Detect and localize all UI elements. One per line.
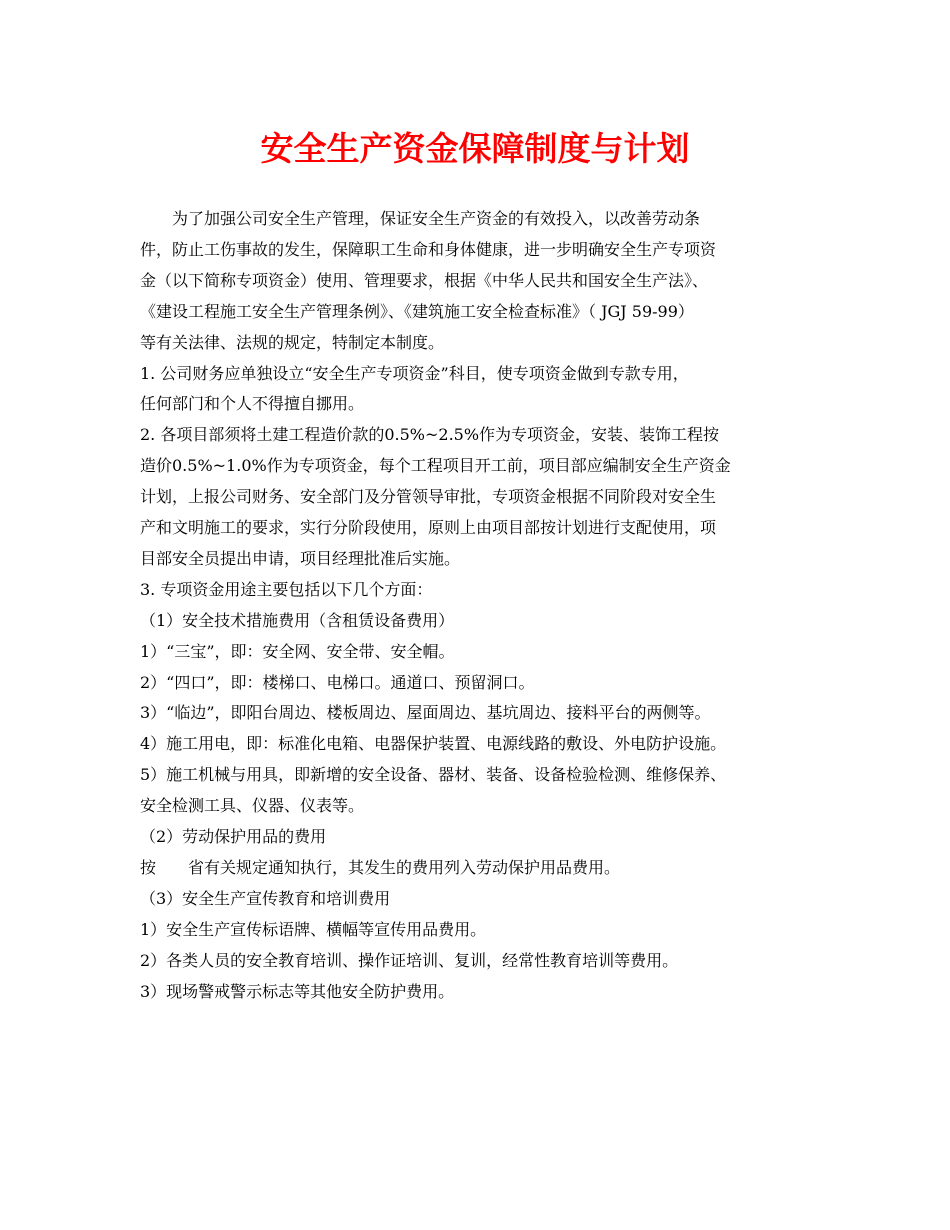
body-line: 产和文明施工的要求，实行分阶段使用，原则上由项目部按计划进行支配使用，项 [140,518,717,537]
body-line: 目部安全员提出申请，项目经理批准后实施。 [140,548,461,568]
body-line: 1）安全生产宣传标语牌、横幅等宣传用品费用。 [140,919,487,939]
body-line: 件，防止工伤事故的发生，保障职工生命和身体健康，进一步明确安全生产专项资 [140,239,717,259]
body-line: （1）安全技术措施费用（含租赁设备费用） [140,610,455,630]
body-line: 按 省有关规定通知执行，其发生的费用列入劳动保护用品费用。 [140,857,621,877]
body-line: 1. 公司财务应单独设立“安全生产专项资金”科目，使专项资金做到专款专用， [140,363,689,383]
body-line: 《建设工程施工安全生产管理条例》、《建筑施工安全检查标准》（ JGJ 59-99） [140,301,694,321]
body-line: 金（以下简称专项资金）使用、管理要求，根据《中华人民共和国安全生产法》、 [140,270,709,290]
body-line: 2）“四口”，即：楼梯口、电梯口。通道口、预留洞口。 [140,672,535,692]
body-line: 5）施工机械与用具，即新增的安全设备、器材、装备、设备检验检测、维修保养、 [140,765,727,785]
body-line: （2）劳动保护用品的费用 [140,827,327,846]
body-line: 计划，上报公司财务、安全部门及分管领导审批，专项资金根据不同阶段对安全生 [140,487,717,507]
document-title: 安全生产资金保障制度与计划 [260,129,690,168]
body-line: 安全检测工具、仪器、仪表等。 [140,796,365,816]
body-line: 4）施工用电，即：标准化电箱、电器保护装置、电源线路的敷设、外电防护设施。 [140,734,727,754]
body-line: 2. 各项目部须将土建工程造价款的0.5%~2.5%作为专项资金，安装、装饰工程按 [140,425,720,445]
body-line: 2）各类人员的安全教育培训、操作证培训、复训，经常性教育培训等费用。 [140,950,679,970]
body-line: 为了加强公司安全生产管理，保证安全生产资金的有效投入，以改善劳动条 [140,209,701,228]
body-line: 任何部门和个人不得擅自挪用。 [140,394,365,414]
body-line: 1）“三宝”，即：安全网、安全带、安全帽。 [140,641,455,661]
body-line: （3）安全生产宣传教育和培训费用 [140,888,391,908]
body-line: 等有关法律、法规的规定，特制定本制度。 [140,332,445,352]
body-line: 3. 专项资金用途主要包括以下几个方面： [140,579,433,599]
body-line: 3）现场警戒警示标志等其他安全防护费用。 [140,981,455,1001]
body-line: 3）“临边”，即阳台周边、楼板周边、屋面周边、基坑周边、接料平台的两侧等。 [140,703,711,723]
body-line: 造价0.5%~1.0%作为专项资金，每个工程项目开工前，项目部应编制安全生产资金 [140,456,731,476]
